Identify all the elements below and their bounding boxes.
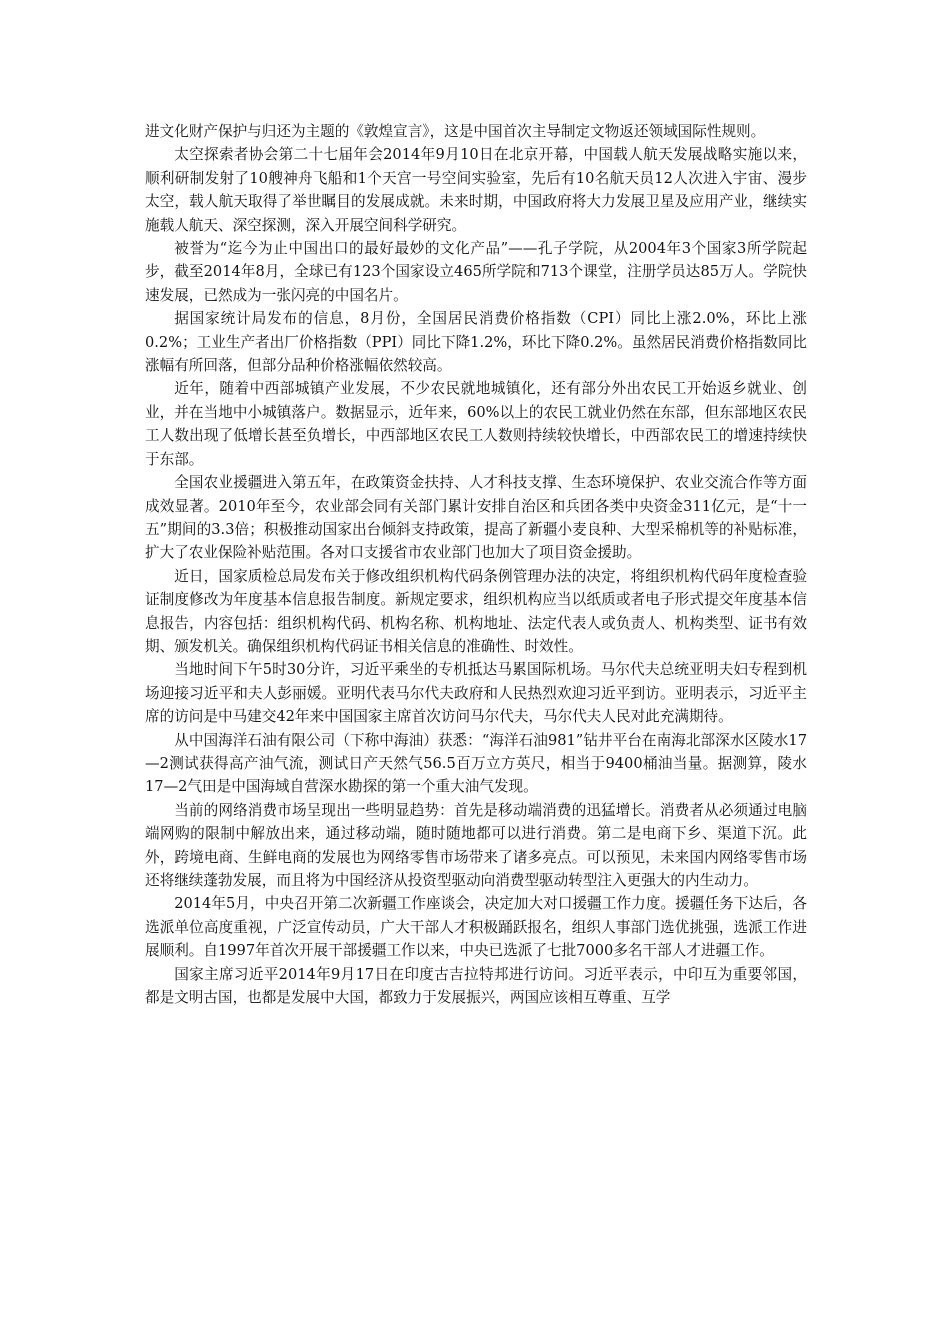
paragraph-maldives-visit: 当地时间下午5时30分许，习近平乘坐的专机抵达马累国际机场。马尔代夫总统亚明夫妇专程到机场迎接习近平和夫人彭丽媛。亚明代表马尔代夫政府和人民热烈欢迎习近平到访。亚明表示，习近平主席的访问是中马建交42年来中国国家主席首次访问马尔代夫，马尔代夫人民对此充满期待。 — [145, 661, 807, 726]
paragraph-india-visit: 国家主席习近平2014年9月17日在印度古吉拉特邦进行访问。习近平表示，中印互为重要邻国，都是文明古国，也都是发展中大国，都致力于发展振兴，两国应该相互尊重、互学 — [145, 965, 807, 1007]
paragraph-dunhuang-declaration: 进文化财产保护与归还为主题的《敦煌宣言》，这是中国首次主导制定文物返还领域国际性规则。 — [145, 123, 766, 140]
document-body — [145, 120, 807, 1009]
paragraph-confucius-institute: 被誉为“迄今为止中国出口的最好最妙的文化产品”——孔子学院，从2004年3个国家3所学院起步，截至2014年8月，全球已有123个国家设立465所学院和713个课堂，注册学员达85万人。学院快速发展，已然成为一张闪亮的中国名片。 — [145, 240, 807, 304]
paragraph-cnooc-gas-field: 从中国海洋石油有限公司（下称中海油）获悉：“海洋石油981”钻井平台在南海北部深水区陵水17—2测试获得高产油气流，测试日产天然气56.5百万立方英尺，相当于9400桶油当量。据测算，陵水17—2气田是中国海域自营深水勘探的第一个重大油气发现。 — [145, 731, 807, 796]
paragraph-agricultural-aid-xinjiang: 全国农业援疆进入第五年，在政策资金扶持、人才科技支撑、生态环境保护、农业交流合作等方面成效显著。2010年至今，农业部会同有关部门累计安排自治区和兵团各类中央资金311亿元，是“十一五”期间的3.3倍；积极推动国家出台倾斜支持政策，提高了新疆小麦良种、大型采棉机等的补贴标准，扩大了农业保险补贴范围。各对口支援省市农业部门也加大了项目资金援助。 — [145, 474, 807, 562]
paragraph-migrant-workers: 近年，随着中西部城镇产业发展，不少农民就地城镇化，还有部分外出农民工开始返乡就业、创业，并在当地中小城镇落户。数据显示，近年来，60%以上的农民工就业仍然在东部，但东部地区农民工人数出现了低增长甚至负增长，中西部地区农民工人数则持续较快增长，中西部农民工的增速持续快于东部。 — [145, 380, 807, 468]
paragraph-organization-code: 近日，国家质检总局发布关于修改组织机构代码条例管理办法的决定，将组织机构代码年度检查验证制度修改为年度基本信息报告制度。新规定要求，组织机构应当以纸质或者电子形式提交年度基本信息报告，内容包括：组织机构代码、机构名称、机构地址、法定代表人或负责人、机构类型、证书有效期、颁发机关。确保组织机构代码证书相关信息的准确性、时效性。 — [145, 567, 807, 655]
paragraph-space-explorers: 太空探索者协会第二十七届年会2014年9月10日在北京开幕，中国载人航天发展战略实施以来，顺利研制发射了10艘神舟飞船和1个天宫一号空间实验室，先后有10名航天员12人次进入宇宙、漫步太空，载人航天取得了举世瞩目的发展成就。未来时期，中国政府将大力发展卫星及应用产业，继续实施载人航天、深空探测，深入开展空间科学研究。 — [145, 146, 807, 234]
paragraph-cpi-ppi: 据国家统计局发布的信息，8月份，全国居民消费价格指数（CPI）同比上涨2.0%，环比上涨0.2%；工业生产者出厂价格指数（PPI）同比下降1.2%，环比下降0.2%。虽然居民消费价格指数同比涨幅有所回落，但部分品种价格涨幅依然较高。 — [145, 310, 808, 375]
paragraph-xinjiang-cadres: 2014年5月，中央召开第二次新疆工作座谈会，决定加大对口援疆工作力度。援疆任务下达后，各选派单位高度重视，广泛宣传动员，广大干部人才积极踊跃报名，组织人事部门选优挑强，选派工作进展顺利。自1997年首次开展干部援疆工作以来，中央已选派了七批7000多名干部人才进疆工作。 — [145, 895, 807, 960]
paragraph-online-consumption: 当前的网络消费市场呈现出一些明显趋势：首先是移动端消费的迅猛增长。消费者从必须通过电脑端网购的限制中解放出来，通过移动端，随时随地都可以进行消费。第二是电商下乡、渠道下沉。此外，跨境电商、生鲜电商的发展也为网络零售市场带来了诸多亮点。可以预见，未来国内网络零售市场还将继续蓬勃发展，而且将为中国经济从投资型驱动向消费型驱动转型注入更强大的内生动力。 — [145, 801, 807, 889]
